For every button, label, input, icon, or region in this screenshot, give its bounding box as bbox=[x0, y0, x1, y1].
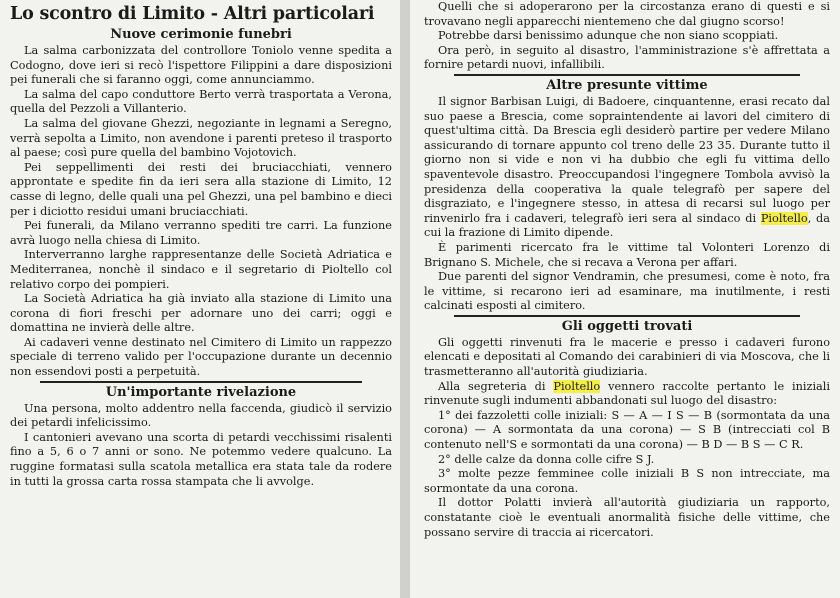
paragraph: La salma del capo conduttore Berto verrà trasportata a Verona, quella del Pezzoli a Villanterio. bbox=[10, 87, 392, 116]
text: Il signor Barbisan Luigi, di Badoere, cinquantenne, erasi recato dal suo paese a Brescia, come sopraintendente ai lavori del cimitero di quest'ultima città. Da Brescia egli desiderò partire per vedere Milano assicurando di tornare appunto col treno delle 23 35. Durante tutto il giorno non si vide e non vi ha dubbio che egli fu vittima dello spaventevole disastro. Preoccupandosi l'ingegnere Tombola avvisò la presidenza della cooperativa la quale telegrafò per sapere del disgraziato, e l'ingegnere stesso, in attesa di recarsi sul luogo per rinvenirlo fra i cadaveri, telegrafò ieri sera al sindaco di bbox=[424, 94, 830, 225]
highlighted-term: Pioltello bbox=[553, 379, 601, 393]
paragraph: Gli oggetti rinvenuti fra le macerie e presso i cadaveri furono elencati e depositati al Comando dei carabinieri di via Moscova, che li trasmetteranno all'autorità giudiziaria. bbox=[424, 335, 830, 379]
paragraph: Quelli che si adoperarono per la circostanza erano di questi e si trovavano negli apparecchi nientemeno che dal giugno scorso! bbox=[424, 0, 830, 28]
text: , da cui la frazione di Limito dipende. bbox=[424, 211, 830, 240]
paragraph: Pei seppellimenti dei resti dei bruciacchiati, vennero approntate e spedite fin da ieri sera alla stazione di Limito, 12 casse di legno, delle quali una pel Ghezzi, una pel bambino e dieci per i diciotto residui umani bruciacchiati. bbox=[10, 160, 392, 218]
paragraph: Ora però, in seguito al disastro, l'amministrazione s'è affrettata a fornire petardi nuovi, infallibili. bbox=[424, 43, 830, 72]
paragraph: Potrebbe darsi benissimo adunque che non siano scoppiati. bbox=[438, 29, 779, 43]
column-gutter bbox=[400, 0, 410, 598]
paragraph: Due parenti del signor Vendramin, che presumesi, come è noto, fra le vittime, si recarono ieri ad esaminare, ma inutilmente, i resti calcinati esposti al cimitero. bbox=[424, 270, 830, 313]
paragraph: 2° delle calze da donna colle cifre S J. bbox=[438, 452, 655, 466]
paragraph: La salma carbonizzata del controllore Toniolo venne spedita a Codogno, dove ieri si recò l'ispettore Filippini a dare disposizioni pei funerali che si faranno oggi, come annunciammo. bbox=[10, 44, 392, 87]
paragraph: 1° dei fazzoletti colle iniziali: S — A — I S — B (sormontata da una corona) — A sormontata da una corona) — S B (intrecciati col B contenuto nell'S e sormontati da una corona) — B D — B S — C R. bbox=[424, 408, 830, 452]
section-title-objects: Gli oggetti trovati bbox=[561, 318, 693, 334]
section-title-victims: Altre presunte vittime bbox=[546, 77, 708, 93]
headline: Lo scontro di Limito - Altri particolari bbox=[10, 4, 375, 24]
paragraph: 3° molte pezze femminee colle iniziali B S non intrecciate, ma sormontate da una corona. bbox=[424, 467, 830, 495]
paragraph-initials bbox=[424, 380, 830, 409]
paragraph: Il dottor Polatti invierà all'autorità giudiziaria un rapporto, constatante cioè le eventuali anormalità fisiche delle vittime, che possano servire di traccia ai ricercatori. bbox=[424, 496, 830, 539]
text: Alla segreteria di bbox=[438, 379, 546, 393]
highlighted-term: Pioltello bbox=[760, 211, 808, 225]
divider bbox=[454, 315, 800, 317]
paragraph: La salma del giovane Ghezzi, negoziante in legnami a Seregno, verrà sepolta a Limito, non avendone i parenti preteso il trasporto al paese; così pure quella del bambino Vojotovich. bbox=[10, 116, 392, 160]
divider bbox=[454, 74, 800, 76]
paragraph: Una persona, molto addentro nella faccenda, giudicò il servizio dei petardi infelicissimo. bbox=[10, 401, 392, 430]
section-title-revelation: Un'importante rivelazione bbox=[105, 384, 297, 400]
divider bbox=[40, 381, 362, 383]
text: vennero raccolte pertanto le iniziali rinvenute sugli indumenti abbandonati sul luogo del disastro: bbox=[424, 379, 831, 408]
right-column bbox=[410, 0, 840, 598]
left-column bbox=[0, 0, 400, 598]
paragraph-barbisan bbox=[424, 95, 830, 241]
paragraph: Pei funerali, da Milano verranno spediti tre carri. La funzione avrà luogo nella chiesa di Limito. bbox=[10, 219, 392, 247]
paragraph: È parimenti ricercato fra le vittime tal Volonteri Lorenzo di Brignano S. Michele, che si recava a Verona per affari. bbox=[424, 240, 830, 269]
paragraph: I cantonieri avevano una scorta di petardi vecchissimi risalenti fino a 5, 6 o 7 anni or sono. Ne potemmo vedere qualcuno. La ruggine formatasi sulla scatola metallica era stata tale da rodere in tutti la grossa carta rossa stampata che li avvolge. bbox=[10, 430, 392, 488]
paragraph: Ai cadaveri venne destinato nel Cimitero di Limito un rappezzo speciale di terreno valido per l'occupazione durante un decennio non essendovi posti a perpetuità. bbox=[10, 335, 392, 379]
paragraph: Interverranno larghe rappresentanze delle Società Adriatica e Mediterranea, nonchè il sindaco e il segretario di Pioltello col relativo corpo dei pompieri. bbox=[10, 248, 392, 291]
paragraph: La Società Adriatica ha già inviato alla stazione di Limito una corona di fiori freschi per adornare uno dei carri; oggi e domattina ne invierà delle altre. bbox=[10, 292, 392, 335]
section-title-ceremonies: Nuove cerimonie funebri bbox=[110, 27, 292, 42]
